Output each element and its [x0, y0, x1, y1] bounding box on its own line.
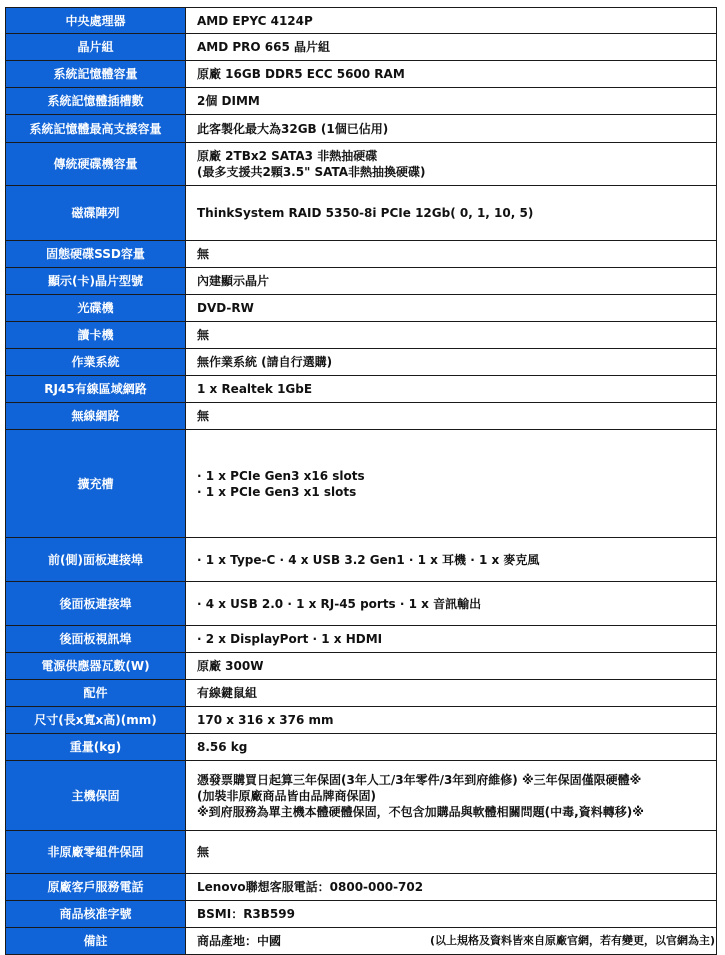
spec-value	[186, 268, 717, 295]
spec-label: 尺寸(長x寬x高)(mm)	[6, 707, 186, 734]
spec-label: 備註	[6, 928, 186, 955]
spec-label: 光碟機	[6, 295, 186, 322]
spec-label: 商品核准字號	[6, 901, 186, 928]
spec-value	[186, 376, 717, 403]
spec-row	[6, 88, 717, 115]
spec-value-line: 無	[197, 328, 210, 342]
spec-value	[186, 322, 717, 349]
spec-value	[186, 680, 717, 707]
spec-value-line: · 1 x PCIe Gen3 x1 slots	[197, 484, 357, 499]
spec-label: 電源供應器瓦數(W)	[6, 653, 186, 680]
spec-table-body	[6, 8, 717, 955]
spec-value-line: ThinkSystem RAID 5350-8i PCIe 12Gb( 0, 1, 10, 5)	[197, 206, 534, 220]
spec-value	[186, 653, 717, 680]
spec-row	[6, 653, 717, 680]
spec-value	[186, 626, 717, 653]
spec-value	[186, 831, 717, 874]
spec-table	[5, 7, 717, 955]
spec-row	[6, 680, 717, 707]
spec-value	[186, 143, 717, 186]
spec-value-line: 此客製化最大為32GB (1個已佔用)	[197, 121, 389, 136]
spec-value-line: · 1 x Type-C · 4 x USB 3.2 Gen1 · 1 x 耳機 · 1 x 麥克風	[197, 552, 540, 567]
spec-row	[6, 186, 717, 241]
spec-value	[186, 538, 717, 582]
spec-label: 磁碟陣列	[6, 186, 186, 241]
spec-value-line: 原廠 300W	[197, 659, 264, 673]
spec-value	[186, 186, 717, 241]
spec-value-line: AMD PRO 665 晶片組	[197, 40, 331, 54]
spec-label: 作業系統	[6, 349, 186, 376]
spec-value	[186, 241, 717, 268]
spec-value	[186, 582, 717, 626]
spec-value-line: 商品產地：中國	[197, 934, 282, 948]
spec-row	[6, 376, 717, 403]
spec-value-line: 2個 DIMM	[197, 94, 260, 108]
spec-value-line: (加裝非原廠商品皆由品牌商保固)	[197, 788, 376, 803]
spec-value-line: 原廠 16GB DDR5 ECC 5600 RAM	[197, 67, 405, 81]
spec-value-line: · 2 x DisplayPort · 1 x HDMI	[197, 632, 383, 646]
spec-value-line: 無	[197, 845, 210, 859]
spec-value-line: BSMI：R3B599	[197, 907, 295, 921]
spec-row	[6, 626, 717, 653]
spec-row	[6, 538, 717, 582]
spec-row	[6, 901, 717, 928]
spec-value-line: ※到府服務為單主機本體硬體保固，不包含加購品與軟體相關問題(中毒,資料轉移)※	[197, 804, 644, 819]
spec-value	[186, 707, 717, 734]
spec-value	[186, 761, 717, 831]
spec-row	[6, 322, 717, 349]
spec-label: 系統記憶體容量	[6, 61, 186, 88]
spec-row	[6, 61, 717, 88]
spec-row	[6, 268, 717, 295]
spec-row	[6, 8, 717, 34]
footnote: (以上規格及資料皆來自原廠官網，若有變更，以官網為主)	[429, 934, 715, 947]
spec-value-line: 1 x Realtek 1GbE	[197, 382, 313, 396]
spec-value-line: 無	[197, 409, 210, 423]
spec-label: 擴充槽	[6, 430, 186, 538]
spec-label: RJ45有線區域網路	[6, 376, 186, 403]
spec-label: 晶片組	[6, 34, 186, 61]
spec-value	[186, 115, 717, 143]
spec-label: 原廠客戶服務電話	[6, 874, 186, 901]
spec-value	[186, 403, 717, 430]
spec-value	[186, 734, 717, 761]
spec-label: 系統記憶體最高支援容量	[6, 115, 186, 143]
spec-label: 前(側)面板連接埠	[6, 538, 186, 582]
spec-row	[6, 761, 717, 831]
spec-value	[186, 88, 717, 115]
spec-row	[6, 430, 717, 538]
spec-label: 傳統硬碟機容量	[6, 143, 186, 186]
spec-value-line: DVD-RW	[197, 301, 254, 315]
spec-label: 顯示(卡)晶片型號	[6, 268, 186, 295]
spec-value-line: 有線鍵鼠組	[197, 686, 258, 700]
spec-label: 後面板連接埠	[6, 582, 186, 626]
spec-row	[6, 241, 717, 268]
spec-value	[186, 874, 717, 901]
spec-value-line: · 1 x PCIe Gen3 x16 slots	[197, 468, 365, 483]
spec-value-line: 內建顯示晶片	[197, 274, 270, 288]
spec-label: 主機保固	[6, 761, 186, 831]
spec-row	[6, 734, 717, 761]
spec-row	[6, 707, 717, 734]
spec-row	[6, 874, 717, 901]
spec-value-line: (最多支援共2顆3.5" SATA非熱抽換硬碟)	[197, 165, 426, 179]
spec-value	[186, 295, 717, 322]
spec-row	[6, 34, 717, 61]
spec-label: 中央處理器	[6, 8, 186, 34]
spec-value-line: 憑發票購買日起算三年保固(3年人工/3年零件/3年到府維修) ※三年保固僅限硬體※	[197, 772, 642, 787]
spec-label: 無線網路	[6, 403, 186, 430]
spec-value	[186, 430, 717, 538]
spec-value	[186, 8, 717, 34]
spec-value-line: · 4 x USB 2.0 · 1 x RJ-45 ports · 1 x 音訊輸出	[197, 596, 482, 611]
spec-value	[186, 61, 717, 88]
spec-row	[6, 831, 717, 874]
spec-value	[186, 349, 717, 376]
spec-value-line: AMD EPYC 4124P	[197, 13, 313, 28]
spec-value-line: Lenovo聯想客服電話：0800-000-702	[197, 880, 424, 894]
spec-label: 後面板視訊埠	[6, 626, 186, 653]
spec-label: 重量(kg)	[6, 734, 186, 761]
spec-label: 讀卡機	[6, 322, 186, 349]
spec-value-line: 無作業系統 (請自行選購)	[197, 355, 333, 369]
spec-row	[6, 403, 717, 430]
spec-value-line: 無	[197, 247, 210, 261]
spec-value-line: 原廠 2TBx2 SATA3 非熱抽硬碟	[197, 149, 378, 163]
spec-row	[6, 115, 717, 143]
spec-label: 系統記憶體插槽數	[6, 88, 186, 115]
spec-value	[186, 901, 717, 928]
spec-value-line: 170 x 316 x 376 mm	[197, 713, 334, 727]
spec-value	[186, 34, 717, 61]
spec-row	[6, 582, 717, 626]
spec-label: 配件	[6, 680, 186, 707]
spec-label: 非原廠零組件保固	[6, 831, 186, 874]
spec-row	[6, 143, 717, 186]
spec-value-line: 8.56 kg	[197, 740, 248, 754]
spec-row	[6, 295, 717, 322]
spec-row	[6, 349, 717, 376]
spec-label: 固態硬碟SSD容量	[6, 241, 186, 268]
